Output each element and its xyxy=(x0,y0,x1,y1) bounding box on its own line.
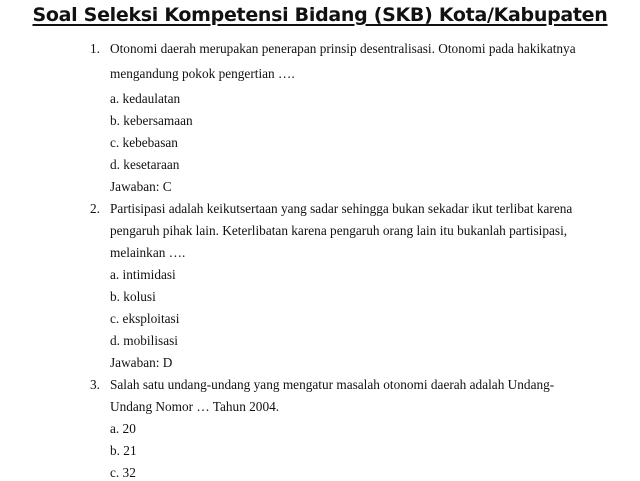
answer-option-d: d. mobilisasi xyxy=(110,333,178,348)
answer-option-c: c. eksploitasi xyxy=(110,311,180,326)
question-number: 1. xyxy=(90,41,100,56)
answer-option-a: a. intimidasi xyxy=(110,267,176,282)
question-text-line: pengaruh pihak lain. Keterlibatan karena pengaruh orang lain itu bukanlah partisipasi, xyxy=(110,223,568,238)
answer-key: Jawaban: C xyxy=(110,179,172,194)
answer-option-b: b. kolusi xyxy=(110,289,156,304)
question-number: 3. xyxy=(90,377,100,392)
answer-option-b: b. kebersamaan xyxy=(110,113,193,128)
answer-option-c: c. kebebasan xyxy=(110,135,178,150)
question-text-line: mengandung pokok pengertian …. xyxy=(110,66,295,81)
question-text-line: Salah satu undang-undang yang mengatur masalah otonomi daerah adalah Undang- xyxy=(110,377,555,392)
question-number: 2. xyxy=(90,201,100,216)
answer-option-c: c. 32 xyxy=(110,465,136,480)
answer-key: Jawaban: D xyxy=(110,355,173,370)
answer-option-b: b. 21 xyxy=(110,443,137,458)
question-text-line: melainkan …. xyxy=(110,245,186,260)
answer-option-a: a. kedaulatan xyxy=(110,91,181,106)
question-text-line: Undang Nomor … Tahun 2004. xyxy=(110,399,280,414)
answer-option-a: a. 20 xyxy=(110,421,136,436)
answer-option-d: d. kesetaraan xyxy=(110,157,180,172)
document-title: Soal Seleksi Kompetensi Bidang (SKB) Kota/Kabupaten xyxy=(32,4,608,26)
question-text-line: Otonomi daerah merupakan penerapan prinsip desentralisasi. Otonomi pada hakikatnya xyxy=(110,41,576,56)
question-text-line: Partisipasi adalah keikutsertaan yang sadar sehingga bukan sekadar ikut terlibat karena xyxy=(110,201,573,216)
